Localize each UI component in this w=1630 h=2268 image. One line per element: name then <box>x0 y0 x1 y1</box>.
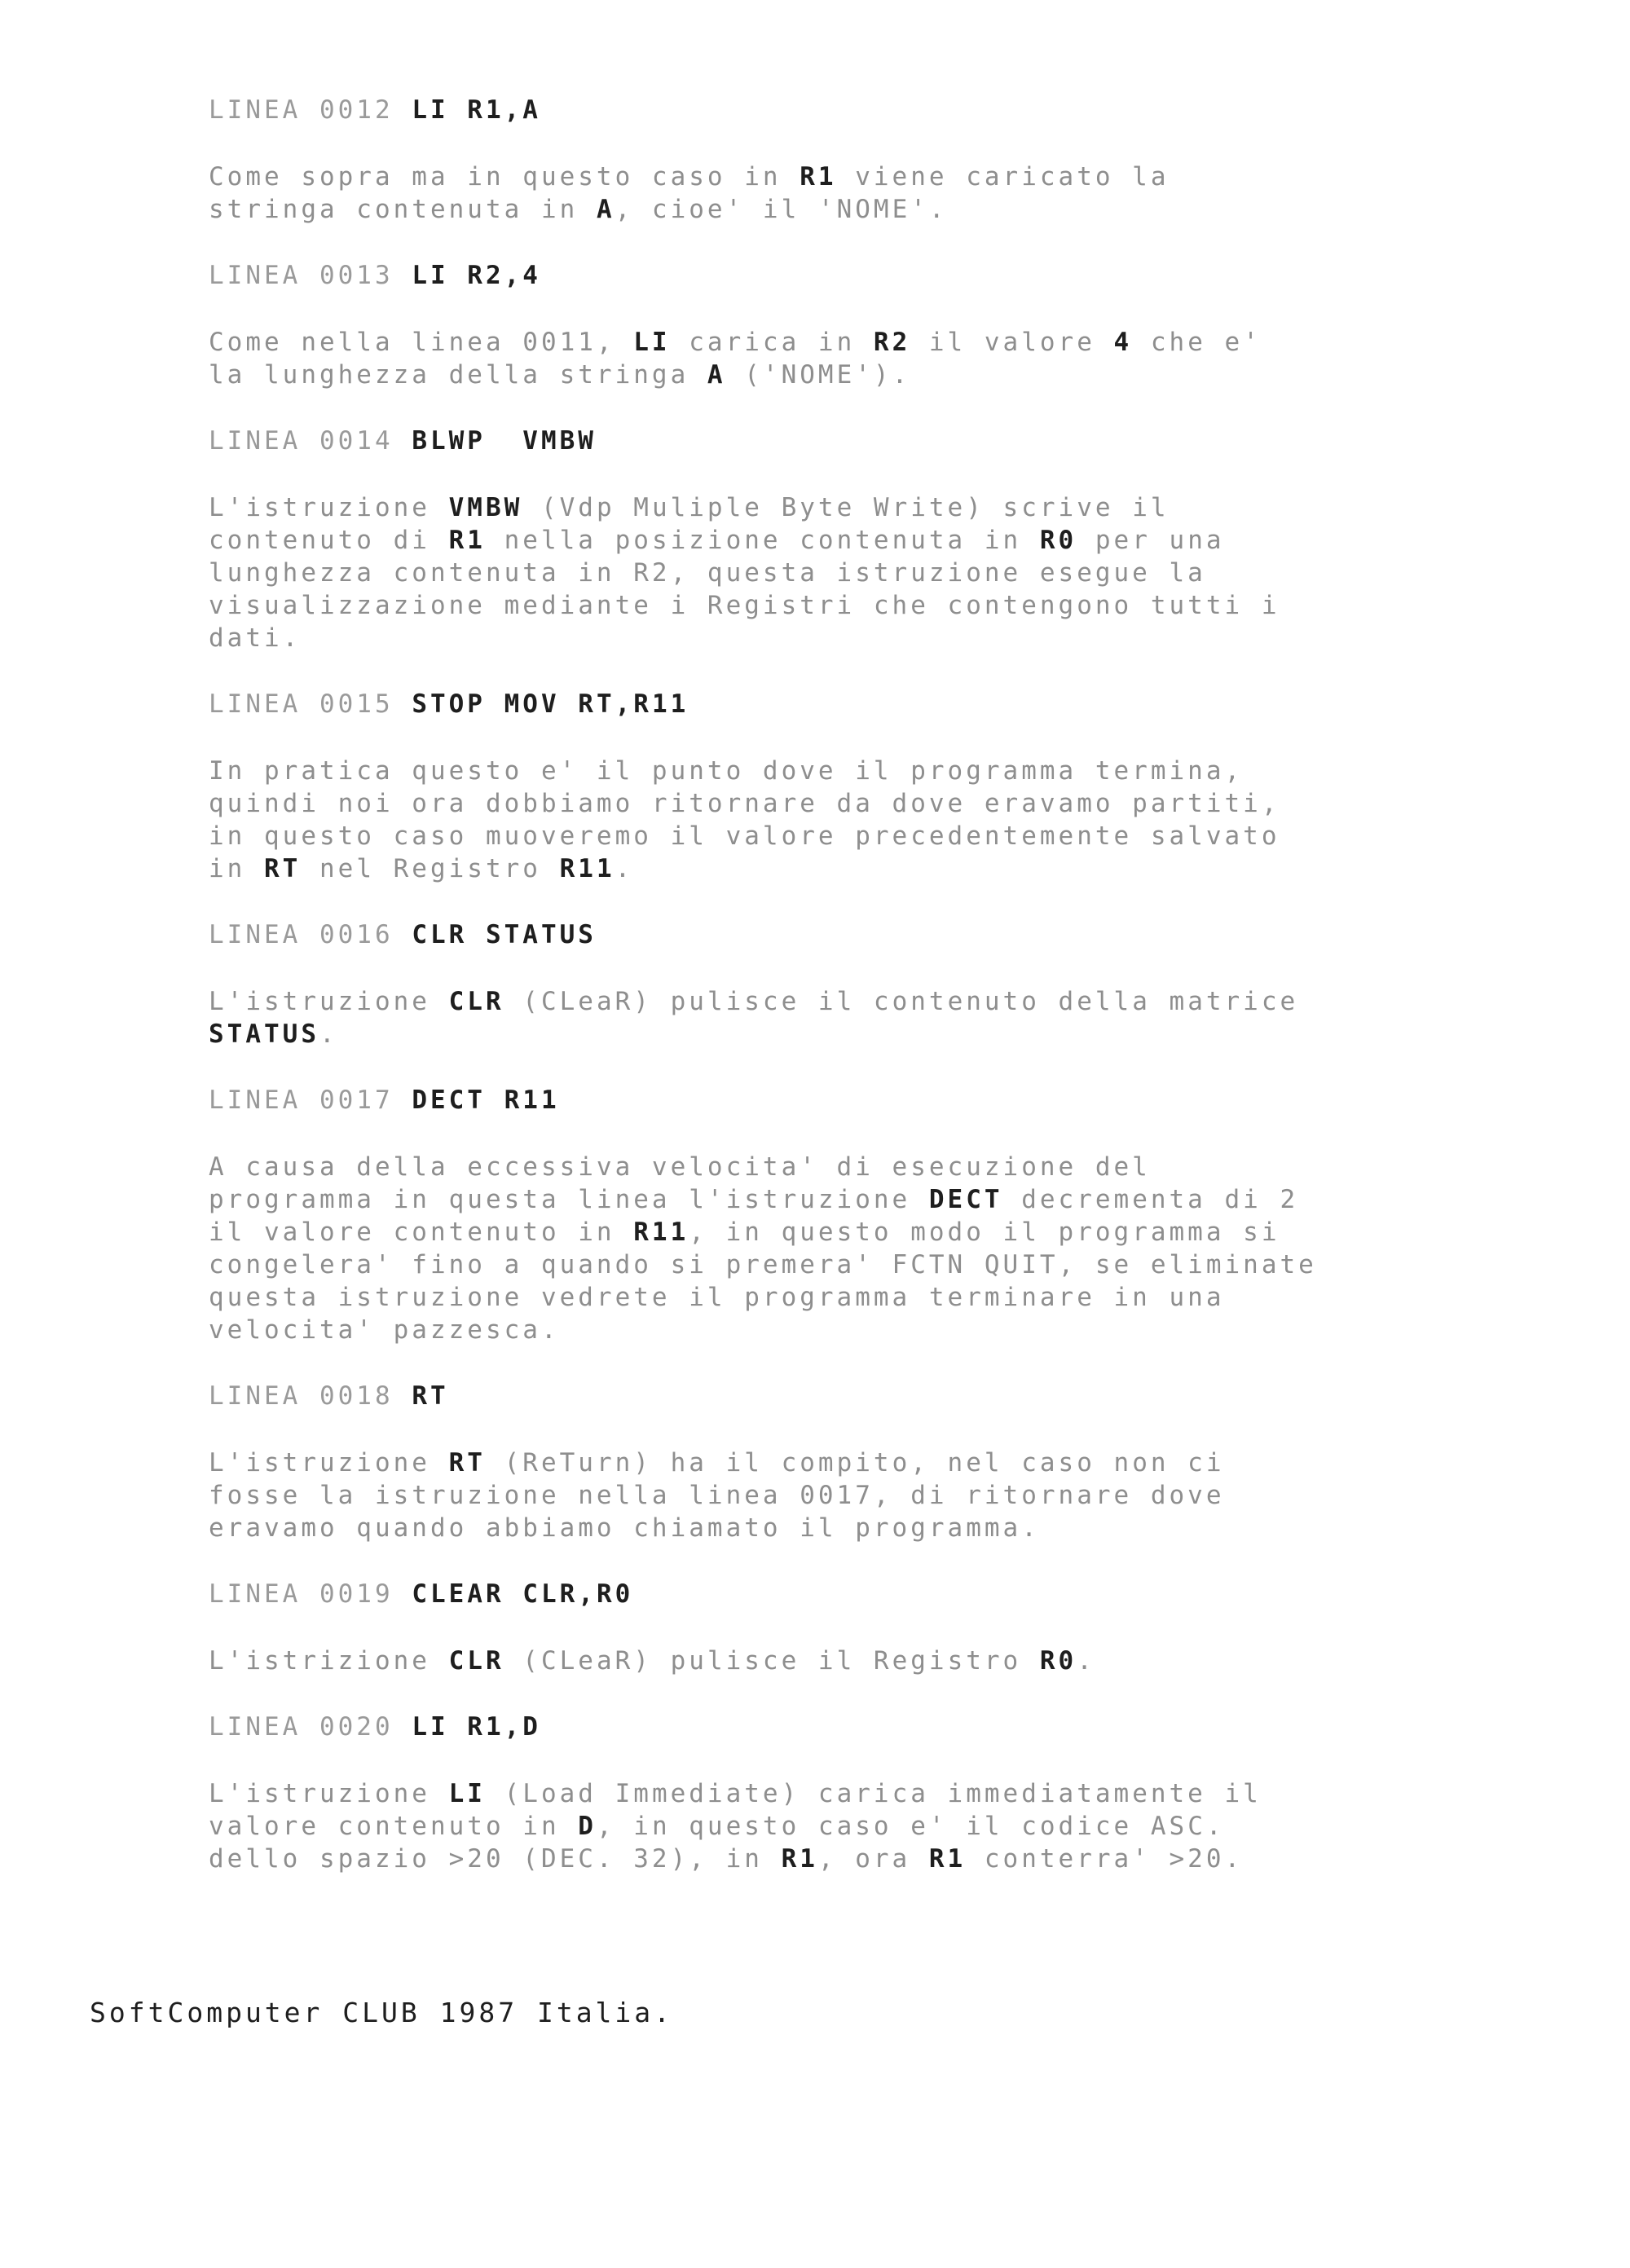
text-segment: L'istruzione <box>209 1448 449 1478</box>
section-heading <box>209 687 1480 721</box>
section <box>209 424 1480 654</box>
text-segment: viene caricato la <box>836 162 1170 192</box>
text-segment: dello spazio >20 (DEC. 32), in <box>209 1844 782 1874</box>
text-line <box>209 326 1480 359</box>
text-segment: in <box>209 854 264 883</box>
keyword: A <box>596 195 615 224</box>
explanation-paragraph <box>209 985 1480 1050</box>
keyword: R11 <box>559 854 615 883</box>
line-number-label: LINEA 0020 <box>209 1712 394 1742</box>
section <box>209 1710 1480 1875</box>
text-segment: Come nella linea 0011, <box>209 328 634 357</box>
text-line <box>209 1843 1480 1875</box>
text-segment: programma in questa linea l'istruzione <box>209 1185 929 1214</box>
explanation-paragraph <box>209 755 1480 885</box>
text-line <box>209 1281 1480 1314</box>
instruction-code: CLEAR CLR,R0 <box>412 1579 634 1609</box>
text-segment: decrementa di 2 <box>1002 1185 1299 1214</box>
line-number-label: LINEA 0017 <box>209 1086 394 1115</box>
keyword: R1 <box>800 162 837 192</box>
text-segment: (Load Immediate) carica immediatamente il <box>485 1779 1262 1808</box>
explanation-paragraph <box>209 326 1480 391</box>
instruction-code: LI R1,D <box>412 1712 541 1742</box>
text-segment: fosse la istruzione nella linea 0017, di ritornare dove <box>209 1481 1225 1510</box>
text-segment: . <box>1077 1646 1095 1676</box>
instruction-code: STOP MOV RT,R11 <box>412 689 689 719</box>
text-segment: velocita' pazzesca. <box>209 1315 560 1345</box>
section <box>209 1577 1480 1677</box>
text-line <box>209 1314 1480 1346</box>
text-line <box>209 1151 1480 1183</box>
text-segment: , in questo caso e' il codice ASC. <box>596 1812 1225 1841</box>
text-line <box>209 622 1480 654</box>
text-line <box>209 1183 1480 1216</box>
instruction-code: BLWP VMBW <box>412 426 597 456</box>
text-segment: nella posizione contenuta in <box>485 526 1040 555</box>
text-segment: visualizzazione mediante i Registri che contengono tutti i <box>209 591 1280 620</box>
text-segment: il valore contenuto in <box>209 1218 634 1247</box>
text-line <box>209 193 1480 226</box>
keyword: 4 <box>1113 328 1133 357</box>
text-line <box>209 1216 1480 1249</box>
text-line <box>209 1249 1480 1281</box>
text-segment: . <box>319 1019 338 1049</box>
text-segment: quindi noi ora dobbiamo ritornare da dove eravamo partiti, <box>209 789 1280 818</box>
section <box>209 918 1480 1050</box>
text-line <box>209 589 1480 622</box>
line-number-label: LINEA 0012 <box>209 95 394 125</box>
text-line <box>209 359 1480 391</box>
section <box>209 687 1480 885</box>
text-segment: . <box>615 854 634 883</box>
section-heading <box>209 258 1480 293</box>
text-segment: stringa contenuta in <box>209 195 597 224</box>
section <box>209 258 1480 391</box>
line-number-label: LINEA 0014 <box>209 426 394 456</box>
text-segment: valore contenuto in <box>209 1812 579 1841</box>
text-segment: , cioe' il 'NOME'. <box>615 195 948 224</box>
footer-credit: SoftComputer CLUB 1987 Italia. <box>90 1997 674 2028</box>
explanation-paragraph <box>209 161 1480 226</box>
keyword: R0 <box>1039 526 1077 555</box>
keyword: CLR <box>448 987 504 1016</box>
text-segment: , ora <box>817 1844 929 1874</box>
text-segment: eravamo quando abbiamo chiamato il programma. <box>209 1513 1040 1543</box>
keyword: RT <box>448 1448 486 1478</box>
text-segment: lunghezza contenuta in R2, questa istruzione esegue la <box>209 558 1206 588</box>
text-line <box>209 1512 1480 1544</box>
text-line <box>209 1645 1480 1677</box>
line-number-label: LINEA 0016 <box>209 920 394 949</box>
keyword: STATUS <box>209 1019 319 1049</box>
text-segment: A causa della eccessiva velocita' di esecuzione del <box>209 1152 1151 1182</box>
keyword: R1 <box>781 1844 818 1874</box>
text-segment: (ReTurn) ha il compito, nel caso non ci <box>485 1448 1225 1478</box>
text-segment: per una <box>1077 526 1225 555</box>
text-segment: (CLeaR) pulisce il Registro <box>504 1646 1040 1676</box>
text-line <box>209 161 1480 193</box>
section-heading <box>209 1083 1480 1117</box>
text-segment: in questo caso muoveremo il valore precedentemente salvato <box>209 821 1280 851</box>
keyword: RT <box>264 854 302 883</box>
explanation-paragraph <box>209 491 1480 654</box>
text-segment: carica in <box>670 328 874 357</box>
text-segment: ('NOME'). <box>725 360 911 390</box>
text-line <box>209 820 1480 852</box>
text-segment: Come sopra ma in questo caso in <box>209 162 800 192</box>
section-heading <box>209 918 1480 952</box>
keyword: CLR <box>448 1646 504 1676</box>
instruction-code: CLR STATUS <box>412 920 597 949</box>
text-segment: (Vdp Muliple Byte Write) scrive il <box>522 493 1170 522</box>
keyword: LI <box>633 328 671 357</box>
instruction-code: RT <box>412 1381 449 1411</box>
keyword: R1 <box>928 1844 967 1874</box>
explanation-paragraph <box>209 1447 1480 1544</box>
text-line <box>209 755 1480 787</box>
instruction-code: LI R2,4 <box>412 261 541 290</box>
text-segment: che e' <box>1132 328 1262 357</box>
keyword: R0 <box>1039 1646 1077 1676</box>
section-heading <box>209 1379 1480 1413</box>
text-segment: il valore <box>910 328 1114 357</box>
text-segment: In pratica questo e' il punto dove il programma termina, <box>209 756 1244 786</box>
text-segment: contenuto di <box>209 526 449 555</box>
text-line <box>209 985 1480 1018</box>
section-heading <box>209 424 1480 458</box>
line-number-label: LINEA 0015 <box>209 689 394 719</box>
section-heading <box>209 1710 1480 1744</box>
line-number-label: LINEA 0013 <box>209 261 394 290</box>
keyword: R1 <box>448 526 486 555</box>
text-segment: L'istruzione <box>209 493 449 522</box>
text-segment: la lunghezza della stringa <box>209 360 707 390</box>
instruction-code: LI R1,A <box>412 95 541 125</box>
keyword: R11 <box>633 1218 689 1247</box>
line-number-label: LINEA 0018 <box>209 1381 394 1411</box>
text-segment: (CLeaR) pulisce il contenuto della matrice <box>504 987 1299 1016</box>
text-segment: L'istrizione <box>209 1646 449 1676</box>
keyword: LI <box>448 1779 486 1808</box>
text-segment: questa istruzione vedrete il programma terminare in una <box>209 1283 1225 1312</box>
text-line <box>209 524 1480 557</box>
text-line <box>209 557 1480 589</box>
keyword: VMBW <box>448 493 523 522</box>
text-line <box>209 1810 1480 1843</box>
section <box>209 1379 1480 1544</box>
section <box>209 1083 1480 1346</box>
text-line <box>209 491 1480 524</box>
section <box>209 93 1480 226</box>
document-body <box>209 93 1480 1908</box>
keyword: R2 <box>873 328 911 357</box>
text-segment: congelera' fino a quando si premera' FCTN QUIT, se eliminate <box>209 1250 1317 1279</box>
keyword: DECT <box>928 1185 1003 1214</box>
text-segment: dati. <box>209 623 302 653</box>
line-number-label: LINEA 0019 <box>209 1579 394 1609</box>
explanation-paragraph <box>209 1645 1480 1677</box>
keyword: D <box>578 1812 597 1841</box>
explanation-paragraph <box>209 1777 1480 1875</box>
text-segment: L'istruzione <box>209 1779 449 1808</box>
explanation-paragraph <box>209 1151 1480 1346</box>
text-line <box>209 1479 1480 1512</box>
text-line <box>209 1018 1480 1050</box>
keyword: A <box>707 360 726 390</box>
text-segment: conterra' >20. <box>966 1844 1244 1874</box>
text-line <box>209 1777 1480 1810</box>
text-segment: , in questo modo il programma si <box>689 1218 1280 1247</box>
section-heading <box>209 1577 1480 1611</box>
instruction-code: DECT R11 <box>412 1086 560 1115</box>
text-line <box>209 787 1480 820</box>
text-line <box>209 852 1480 885</box>
text-segment: L'istruzione <box>209 987 449 1016</box>
section-heading <box>209 93 1480 127</box>
text-segment: nel Registro <box>301 854 560 883</box>
text-line <box>209 1447 1480 1479</box>
